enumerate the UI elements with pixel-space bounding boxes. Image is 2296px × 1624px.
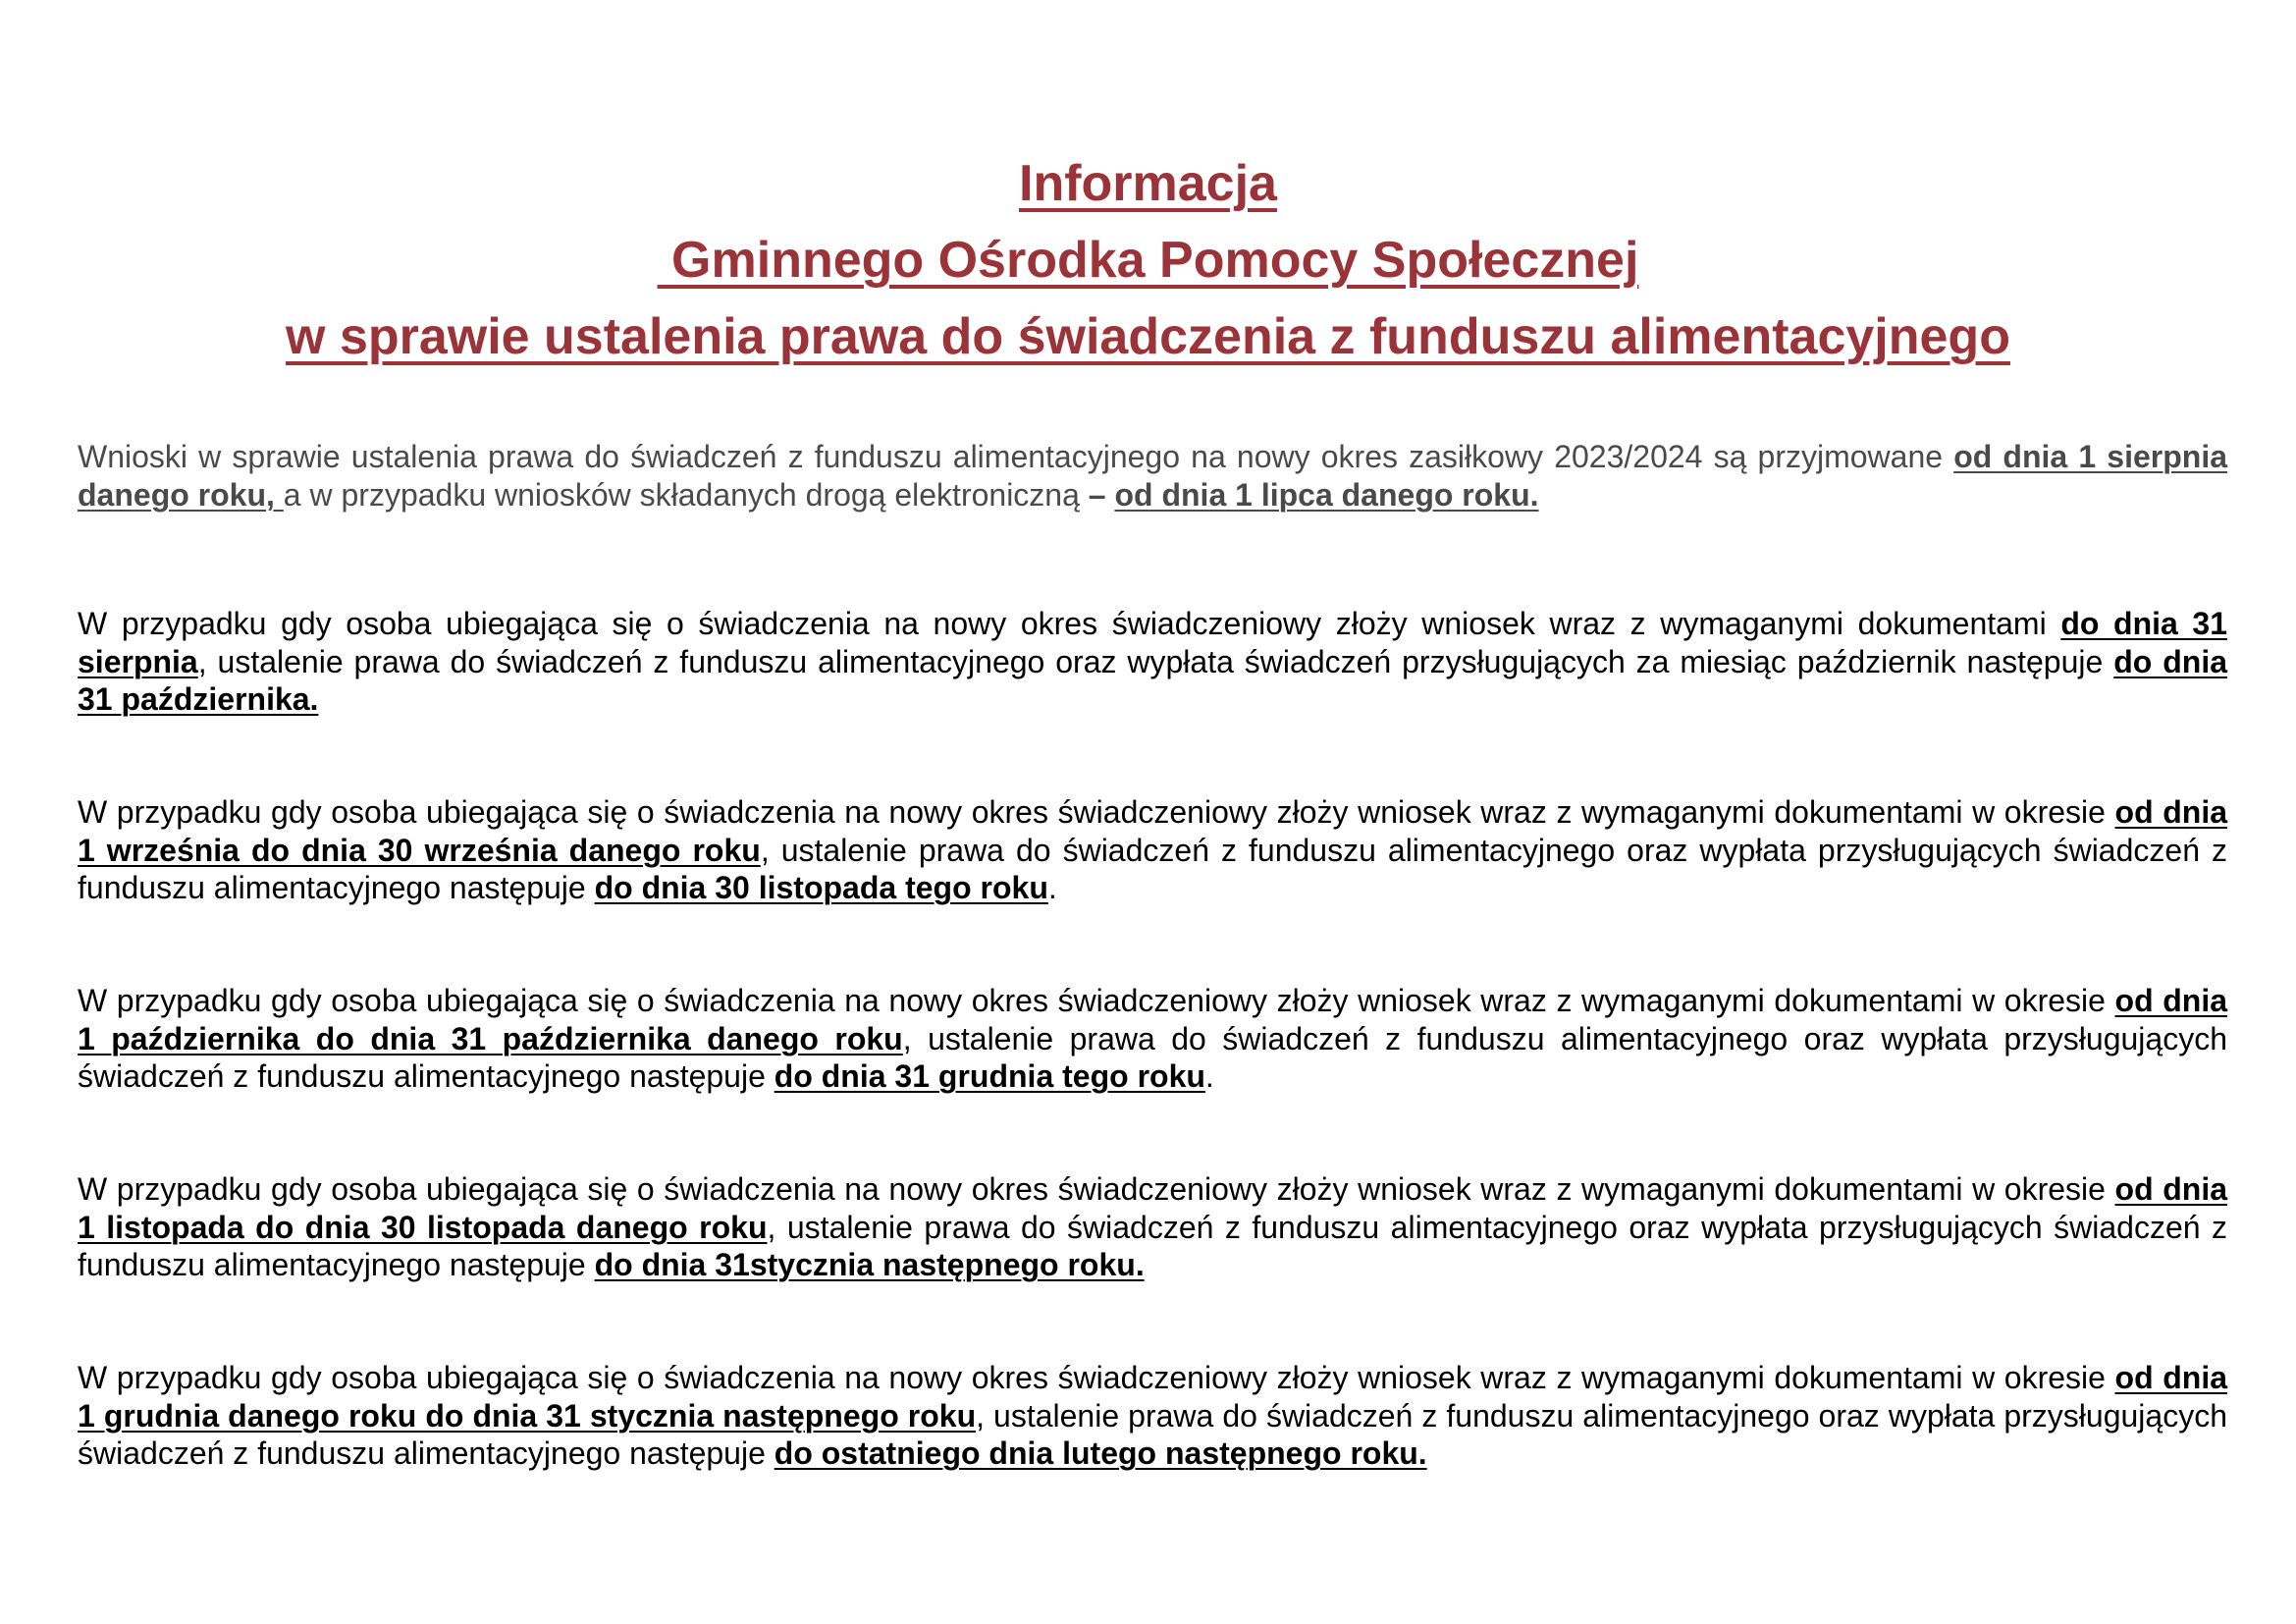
title-line-subject: w sprawie ustalenia prawa do świadczenia z funduszu alimentacyjnego: [286, 308, 2010, 365]
emphasis-date: do ostatniego dnia lutego następnego roku.: [774, 1435, 1427, 1471]
paragraph-deadline-september: [78, 793, 2227, 907]
emphasis-date: od dnia 1 lipca danego roku.: [1114, 476, 1539, 513]
paragraph-deadline-august: [78, 605, 2227, 719]
emphasis-date: od dnia 1 sierpnia danego roku,: [78, 439, 2228, 513]
paragraph-text: W przypadku gdy osoba ubiegająca się o świadczenia na nowy okres świadczeniowy złoży wniosek wraz z wymaganymi dokumentami: [78, 606, 2061, 641]
emphasis-date: do dnia 31stycznia następnego roku.: [594, 1247, 1145, 1282]
title-line-institution: Gminnego Ośrodka Pomocy Społecznej: [657, 232, 1639, 289]
paragraph-text: , ustalenie prawa do świadczeń z funduszu alimentacyjnego oraz wypłata przysługujących świadczeń z funduszu alimentacyjnego następuje: [78, 1020, 2228, 1094]
emphasis-date: do dnia 30 listopada tego roku: [594, 870, 1048, 905]
title-line-informacja: Informacja: [1019, 155, 1277, 212]
paragraph-deadline-october: [78, 982, 2227, 1096]
paragraph-deadline-november: [78, 1170, 2227, 1284]
emphasis-date: do dnia: [2113, 643, 2228, 679]
paragraph-text: W przypadku gdy osoba ubiegająca się o świadczenia na nowy okres świadczeniowy złoży wniosek wraz z wymaganymi dokumentami w okresie: [78, 1360, 2115, 1395]
paragraph-text: a w przypadku wniosków składanych drogą elektroniczną: [283, 476, 1089, 513]
paragraph-text: W przypadku gdy osoba ubiegająca się o świadczenia na nowy okres świadczeniowy złoży wniosek wraz z wymaganymi dokumentami w okresie: [78, 1171, 2115, 1207]
emphasis-date: od dnia 1 października do dnia 31 października danego roku: [78, 983, 2228, 1056]
emphasis-date: od dnia 1 listopada do dnia 30 listopada danego roku: [78, 1171, 2228, 1245]
emphasis-date: do dnia 31 sierpnia: [78, 606, 2228, 679]
paragraph-text: W przypadku gdy osoba ubiegająca się o świadczenia na nowy okres świadczeniowy złoży wniosek wraz z wymaganymi dokumentami w okresie: [78, 794, 2115, 830]
emphasis-date: od dnia 1 grudnia danego roku do dnia 31 stycznia następnego roku: [78, 1360, 2228, 1434]
paragraph-text: , ustalenie prawa do świadczeń z funduszu alimentacyjnego oraz wypłata przysługujących świadczeń z funduszu alimentacyjnego następuje: [78, 832, 2228, 905]
paragraph-text: .: [1047, 870, 1057, 905]
paragraph-deadline-december: [78, 1359, 2227, 1473]
paragraph-text: W przypadku gdy osoba ubiegająca się o świadczenia na nowy okres świadczeniowy złoży wniosek wraz z wymaganymi dokumentami w okresie: [78, 983, 2115, 1018]
paragraph-text: Wnioski w sprawie ustalenia prawa do świadczeń z funduszu alimentacyjnego na nowy okres zasiłkowy 2023/2024 są przyjmowane: [78, 439, 1954, 474]
paragraph-text: , ustalenie prawa do świadczeń z funduszu alimentacyjnego oraz wypłata świadczeń przysługujących za miesiąc październik następuje: [197, 643, 2114, 679]
document-title: [0, 145, 2296, 375]
emphasis-date: 31 października.: [78, 681, 319, 717]
paragraph-text: , ustalenie prawa do świadczeń z funduszu alimentacyjnego oraz wypłata przysługujących świadczeń z funduszu alimentacyjnego następuje: [78, 1209, 2228, 1282]
paragraph-text: .: [1204, 1058, 1214, 1094]
paragraph-application-dates: [78, 438, 2227, 514]
emphasis-date: od dnia 1 września do dnia 30 września danego roku: [78, 794, 2228, 868]
paragraph-text: , ustalenie prawa do świadczeń z funduszu alimentacyjnego oraz wypłata przysługujących świadczeń z funduszu alimentacyjnego następuje: [78, 1397, 2228, 1471]
dash: –: [1088, 476, 1106, 513]
emphasis-date: do dnia 31 grudnia tego roku: [774, 1058, 1205, 1094]
